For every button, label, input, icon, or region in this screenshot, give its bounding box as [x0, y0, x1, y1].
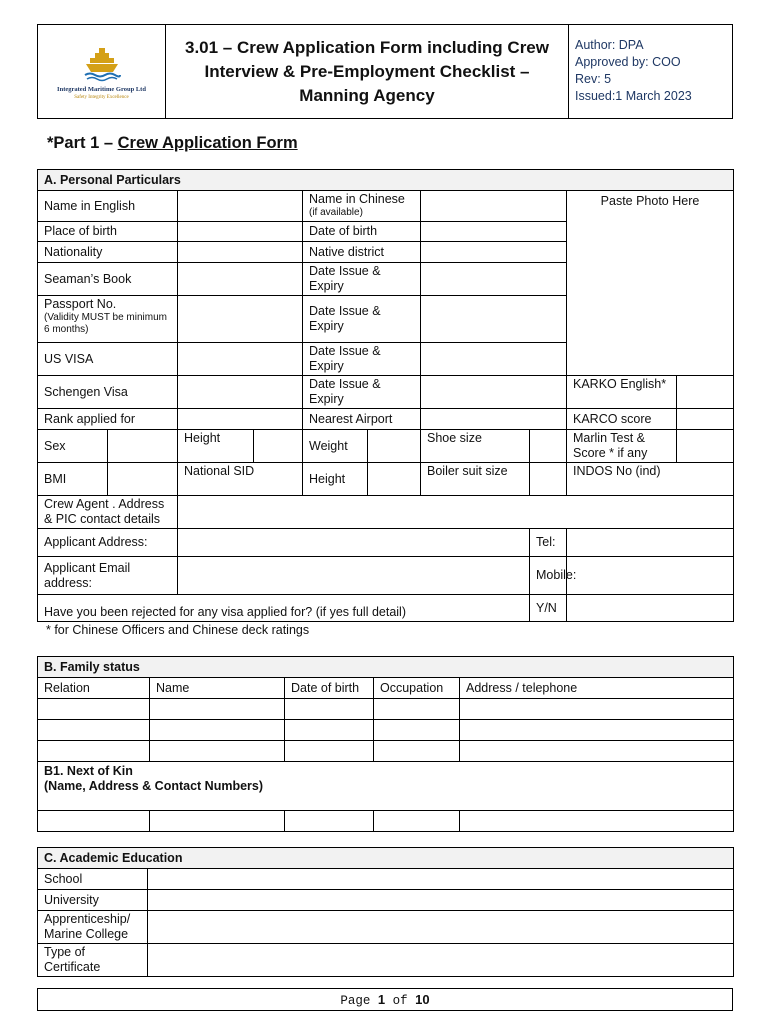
- nearest-airport-field[interactable]: [421, 409, 567, 430]
- col-date-of-birth: Date of birth: [285, 678, 374, 699]
- schengen-visa-field[interactable]: [178, 376, 303, 409]
- tel-label: Tel:: [530, 529, 567, 557]
- document-title: 3.01 – Crew Application Form including Crew Interview & Pre-Employment Checklist – Manning Agency: [166, 25, 569, 118]
- company-tagline: Safety Integrity Excellence: [74, 94, 129, 100]
- indos-label: INDOS No (ind): [567, 463, 734, 496]
- relation-cell[interactable]: [38, 720, 150, 741]
- height-label: Height: [178, 430, 254, 463]
- section-b-heading: B. Family status: [38, 657, 734, 678]
- nationality-label: Nationality: [38, 242, 178, 263]
- university-label: University: [38, 890, 148, 911]
- seamans-book-date-field[interactable]: [421, 263, 567, 296]
- author-label: Author: DPA: [575, 38, 644, 52]
- weight-label: Weight: [303, 430, 368, 463]
- seamans-book-date-label: Date Issue & Expiry: [303, 263, 421, 296]
- schengen-date-field[interactable]: [421, 376, 567, 409]
- height-field[interactable]: [254, 430, 303, 463]
- name-cell[interactable]: [150, 741, 285, 762]
- col-occupation: Occupation: [374, 678, 460, 699]
- applicant-address-field[interactable]: [178, 529, 530, 557]
- occupation-cell[interactable]: [374, 720, 460, 741]
- document-meta: [569, 25, 732, 118]
- tel-field[interactable]: [567, 529, 734, 557]
- name-chinese-field[interactable]: [421, 191, 567, 222]
- if-available-note: (if available): [309, 207, 363, 218]
- height-label-2: Height: [303, 463, 368, 496]
- page-footer: [37, 988, 733, 1011]
- company-name: Integrated Maritime Group Ltd: [57, 85, 146, 93]
- bmi-field[interactable]: [108, 463, 178, 496]
- address-cell[interactable]: [460, 699, 734, 720]
- issued-label: Issued:1 March 2023: [575, 89, 692, 103]
- karco-score-label: KARCO score: [567, 409, 677, 430]
- section-a-heading: A. Personal Particulars: [38, 170, 734, 191]
- date-of-birth-label: Date of birth: [303, 222, 421, 242]
- place-of-birth-field[interactable]: [178, 222, 303, 242]
- school-label: School: [38, 869, 148, 890]
- date-of-birth-field[interactable]: [421, 222, 567, 242]
- karko-english-label: KARKO English*: [567, 376, 677, 409]
- dob-cell[interactable]: [285, 741, 374, 762]
- academic-education-table: [37, 847, 734, 977]
- family-status-table: [37, 656, 734, 832]
- schengen-visa-label: Schengen Visa: [38, 376, 178, 409]
- yn-label: Y/N: [530, 595, 567, 622]
- page-total: 10: [415, 992, 430, 1007]
- passport-date-field[interactable]: [421, 296, 567, 343]
- table-row: [38, 811, 734, 832]
- passport-validity-note: (Validity MUST be minimum 6 months): [44, 312, 167, 335]
- col-relation: Relation: [38, 678, 150, 699]
- chinese-officers-footnote: * for Chinese Officers and Chinese deck ratings: [46, 623, 310, 637]
- passport-label: Passport No. (Validity MUST be minimum 6 months): [38, 296, 178, 343]
- section-c-heading: C. Academic Education: [38, 848, 734, 869]
- next-of-kin-title: B1. Next of Kin: [44, 764, 133, 778]
- relation-cell[interactable]: [38, 741, 150, 762]
- address-cell[interactable]: [460, 741, 734, 762]
- karko-english-field[interactable]: [677, 376, 734, 409]
- mobile-field[interactable]: [567, 557, 734, 595]
- schengen-date-label: Date Issue & Expiry: [303, 376, 421, 409]
- name-english-label: Name in English: [38, 191, 178, 222]
- col-address-telephone: Address / telephone: [460, 678, 734, 699]
- marlin-test-field[interactable]: [677, 430, 734, 463]
- name-cell[interactable]: [150, 811, 285, 832]
- table-row: [38, 720, 734, 741]
- shoe-size-field[interactable]: [530, 430, 567, 463]
- rank-applied-field[interactable]: [178, 409, 303, 430]
- applicant-email-label: Applicant Email address:: [38, 557, 178, 595]
- place-of-birth-label: Place of birth: [38, 222, 178, 242]
- applicant-email-field[interactable]: [178, 557, 530, 595]
- native-district-label: Native district: [303, 242, 421, 263]
- national-sid-label: National SID: [178, 463, 303, 496]
- apprenticeship-field[interactable]: [148, 911, 734, 944]
- part-name: Crew Application Form: [117, 134, 298, 152]
- visa-rejected-field[interactable]: [567, 595, 734, 622]
- certificate-type-label: Type of Certificate: [38, 944, 148, 977]
- name-chinese-label: Name in Chinese (if available): [303, 191, 421, 222]
- boiler-suit-label: Boiler suit size: [421, 463, 530, 496]
- height-field-2[interactable]: [368, 463, 421, 496]
- rank-applied-label: Rank applied for: [38, 409, 178, 430]
- seamans-book-field[interactable]: [178, 263, 303, 296]
- name-cell[interactable]: [150, 720, 285, 741]
- document-header: [37, 24, 733, 119]
- next-of-kin-heading: [38, 762, 734, 811]
- bmi-label: BMI: [38, 463, 108, 496]
- native-district-field[interactable]: [421, 242, 567, 263]
- revision-label: Rev: 5: [575, 72, 612, 86]
- visa-rejected-label: Have you been rejected for any visa applied for? (if yes full detail): [38, 595, 530, 622]
- school-field[interactable]: [148, 869, 734, 890]
- dob-cell[interactable]: [285, 699, 374, 720]
- address-cell[interactable]: [460, 720, 734, 741]
- dob-cell[interactable]: [285, 811, 374, 832]
- name-english-field[interactable]: [178, 191, 303, 222]
- applicant-address-label: Applicant Address:: [38, 529, 178, 557]
- sex-field[interactable]: [108, 430, 178, 463]
- ship-logo-icon: [82, 44, 122, 82]
- next-of-kin-subtitle: (Name, Address & Contact Numbers): [44, 779, 264, 793]
- us-visa-date-label: Date Issue & Expiry: [303, 343, 421, 376]
- part-prefix: *Part 1 –: [47, 134, 118, 152]
- boiler-suit-field[interactable]: [530, 463, 567, 496]
- company-logo: [38, 25, 166, 118]
- dob-cell[interactable]: [285, 720, 374, 741]
- page-label: Page: [340, 994, 371, 1008]
- sex-label: Sex: [38, 430, 108, 463]
- us-visa-label: US VISA: [38, 343, 178, 376]
- passport-date-label: Date Issue & Expiry: [303, 296, 421, 343]
- certificate-type-field[interactable]: [148, 944, 734, 977]
- page-number: 1: [377, 992, 386, 1007]
- crew-agent-label: Crew Agent . Address & PIC contact details: [38, 496, 178, 529]
- weight-field[interactable]: [368, 430, 421, 463]
- address-cell[interactable]: [460, 811, 734, 832]
- table-row: [38, 699, 734, 720]
- relation-cell[interactable]: [38, 699, 150, 720]
- occupation-cell[interactable]: [374, 811, 460, 832]
- marlin-test-label: Marlin Test & Score * if any: [567, 430, 677, 463]
- apprenticeship-label: Apprenticeship/ Marine College: [38, 911, 148, 944]
- col-name: Name: [150, 678, 285, 699]
- photo-box[interactable]: Paste Photo Here: [567, 191, 734, 376]
- crew-agent-field[interactable]: [178, 496, 734, 529]
- mobile-label: Mobile:: [530, 557, 567, 595]
- nationality-field[interactable]: [178, 242, 303, 263]
- us-visa-date-field[interactable]: [421, 343, 567, 376]
- university-field[interactable]: [148, 890, 734, 911]
- name-cell[interactable]: [150, 699, 285, 720]
- shoe-size-label: Shoe size: [421, 430, 530, 463]
- relation-cell[interactable]: [38, 811, 150, 832]
- nearest-airport-label: Nearest Airport: [303, 409, 421, 430]
- karco-score-field[interactable]: [677, 409, 734, 430]
- occupation-cell[interactable]: [374, 699, 460, 720]
- seamans-book-label: Seaman’s Book: [38, 263, 178, 296]
- occupation-cell[interactable]: [374, 741, 460, 762]
- personal-particulars-table: [37, 169, 734, 622]
- us-visa-field[interactable]: [178, 343, 303, 376]
- of-label: of: [392, 994, 408, 1008]
- passport-field[interactable]: [178, 296, 303, 343]
- approved-label: Approved by: COO: [575, 55, 681, 69]
- table-row: [38, 741, 734, 762]
- part-title: [47, 134, 298, 153]
